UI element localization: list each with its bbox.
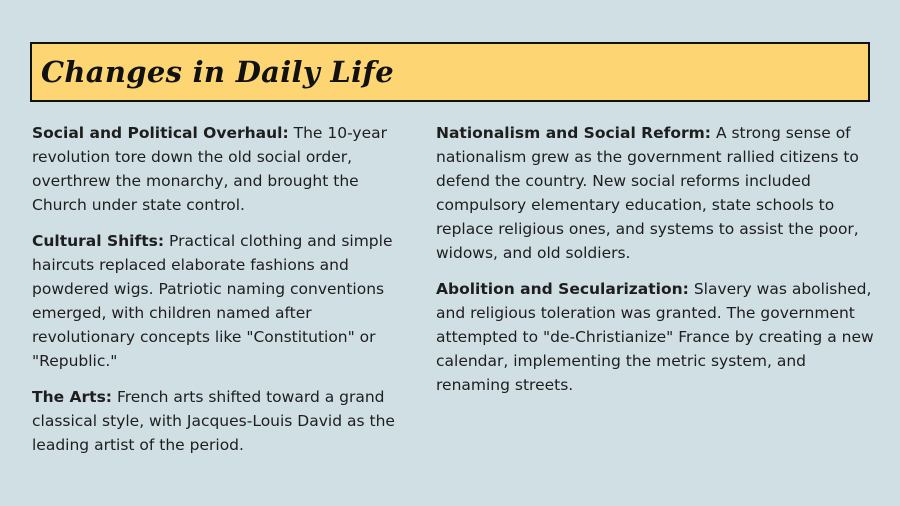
paragraph-social-political-overhaul (32, 121, 412, 217)
paragraph-body: French arts shifted toward a grand classical style, with Jacques-Louis David as the leading artist of the period. (32, 388, 395, 454)
paragraph-heading: The Arts: (32, 388, 112, 406)
paragraph-heading: Cultural Shifts: (32, 232, 165, 250)
paragraph-the-arts (32, 385, 412, 457)
paragraph-body: A strong sense of nationalism grew as the government rallied citizens to defend the country. New social reforms included compulsory elementary education, state schools to replace religious ones, and systems to assist the poor, widows, and old soldiers. (436, 124, 859, 262)
paragraph-body: Slavery was abolished, and religious toleration was granted. The government attempted to "de-Christianize" France by creating a new calendar, implementing the metric system, and renaming streets. (436, 280, 874, 394)
paragraph-body: Practical clothing and simple haircuts replaced elaborate fashions and powdered wigs. Patriotic naming conventions emerged, with children named after revolutionary concepts like "Constitution" or "Republic." (32, 232, 393, 370)
paragraph-heading: Abolition and Secularization: (436, 280, 689, 298)
left-column (32, 121, 412, 469)
title-banner (30, 42, 870, 102)
paragraph-nationalism-social-reform (436, 121, 876, 265)
right-column (436, 121, 876, 409)
paragraph-abolition-secularization (436, 277, 876, 397)
paragraph-heading: Social and Political Overhaul: (32, 124, 289, 142)
paragraph-cultural-shifts (32, 229, 412, 373)
paragraph-body: The 10-year revolution tore down the old social order, overthrew the monarchy, and brought the Church under state control. (32, 124, 387, 214)
paragraph-heading: Nationalism and Social Reform: (436, 124, 711, 142)
slide-title: Changes in Daily Life (41, 55, 394, 89)
